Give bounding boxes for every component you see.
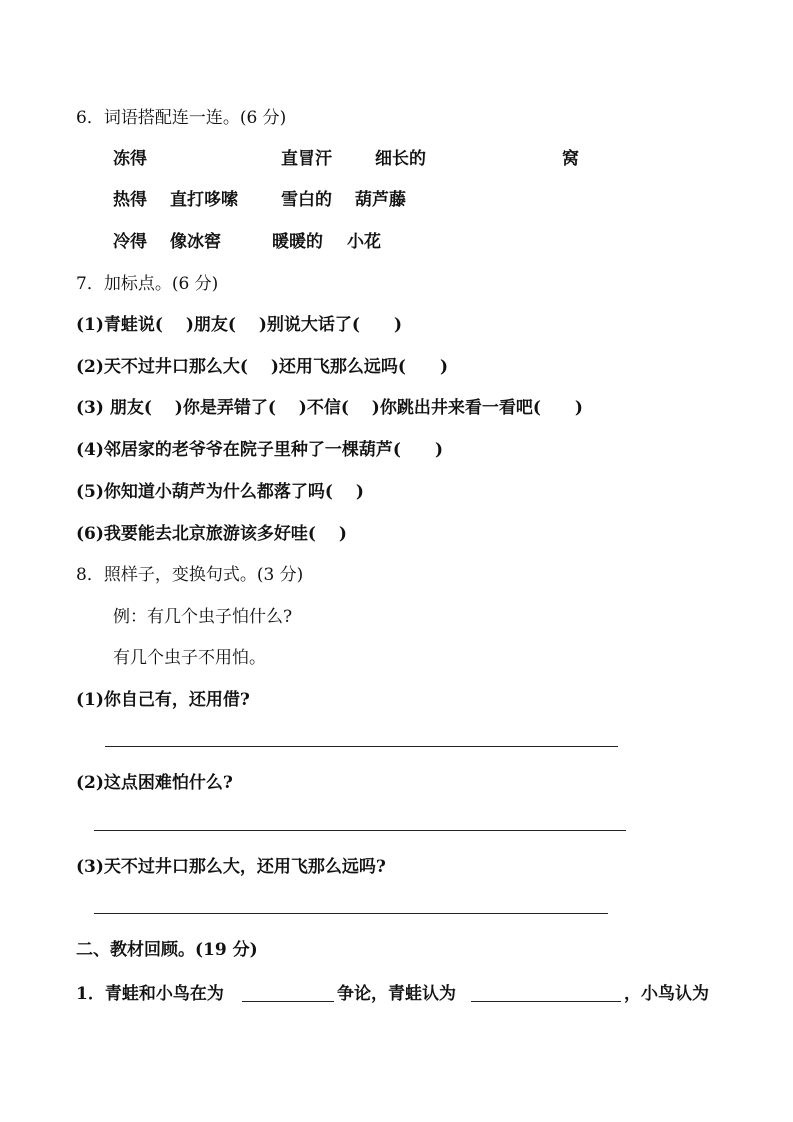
q8-item-2: (2)这点困难怕什么? (76, 773, 233, 793)
q7-item-4: (4)邻居家的老爷爷在院子里种了一棵葫芦( ) (76, 440, 444, 460)
q8-item-1: (1)你自己有，还用借? (76, 690, 250, 710)
q6-col2-row1: 直冒汗 (281, 149, 332, 169)
q7-title: 7．加标点。(6 分) (76, 274, 219, 294)
q6-col3-row2: 雪白的 (281, 190, 332, 210)
q6-col1-row3: 冷得 (113, 232, 147, 252)
q7-item-2: (2)天不过井口那么大( )还用飞那么远吗( ) (76, 357, 449, 377)
q6-col2-row3: 像冰窖 (170, 232, 221, 252)
q7-item-5: (5)你知道小葫芦为什么都落了吗( ) (76, 482, 364, 502)
q6-col4-row2: 葫芦藤 (355, 190, 406, 210)
q8-example-line2: 有几个虫子不用怕。 (113, 648, 266, 668)
q8-example-line1: 例：有几个虫子怕什么? (113, 607, 293, 627)
q7-item-3: (3) 朋友( )你是弄错了( )不信( )你跳出井来看一看吧( ) (76, 398, 583, 418)
s2-q1-part3: ，小鸟认为 (624, 984, 709, 1004)
s2-q1-blank-2[interactable] (471, 1001, 621, 1002)
q6-col2-row2: 直打哆嗦 (170, 190, 238, 210)
q6-title: 6．词语搭配连一连。(6 分) (76, 108, 287, 128)
q8-answer-blank-2[interactable] (94, 830, 626, 831)
q8-answer-blank-1[interactable] (105, 746, 618, 747)
s2-q1-part1: 1．青蛙和小鸟在为 (76, 984, 224, 1004)
q6-col4-row1: 窝 (562, 149, 579, 169)
q6-col3-row1: 细长的 (375, 149, 426, 169)
q8-item-3: (3)天不过井口那么大，还用飞那么远吗? (76, 857, 386, 877)
q8-title: 8．照样子，变换句式。(3 分) (76, 565, 304, 585)
q6-col3-row3: 暖暖的 (272, 232, 323, 252)
s2-q1-part2: 争论，青蛙认为 (337, 984, 456, 1004)
q6-col1-row2: 热得 (113, 190, 147, 210)
q6-col1-row1: 冻得 (113, 149, 147, 169)
section2-heading: 二、教材回顾。(19 分) (76, 940, 258, 960)
q7-item-1: (1)青蛙说( )朋友( )别说大话了( ) (76, 315, 403, 335)
s2-q1-blank-1[interactable] (242, 1001, 334, 1002)
q7-item-6: (6)我要能去北京旅游该多好哇( ) (76, 524, 347, 544)
q6-col4-row3: 小花 (347, 232, 381, 252)
q8-answer-blank-3[interactable] (94, 913, 608, 914)
